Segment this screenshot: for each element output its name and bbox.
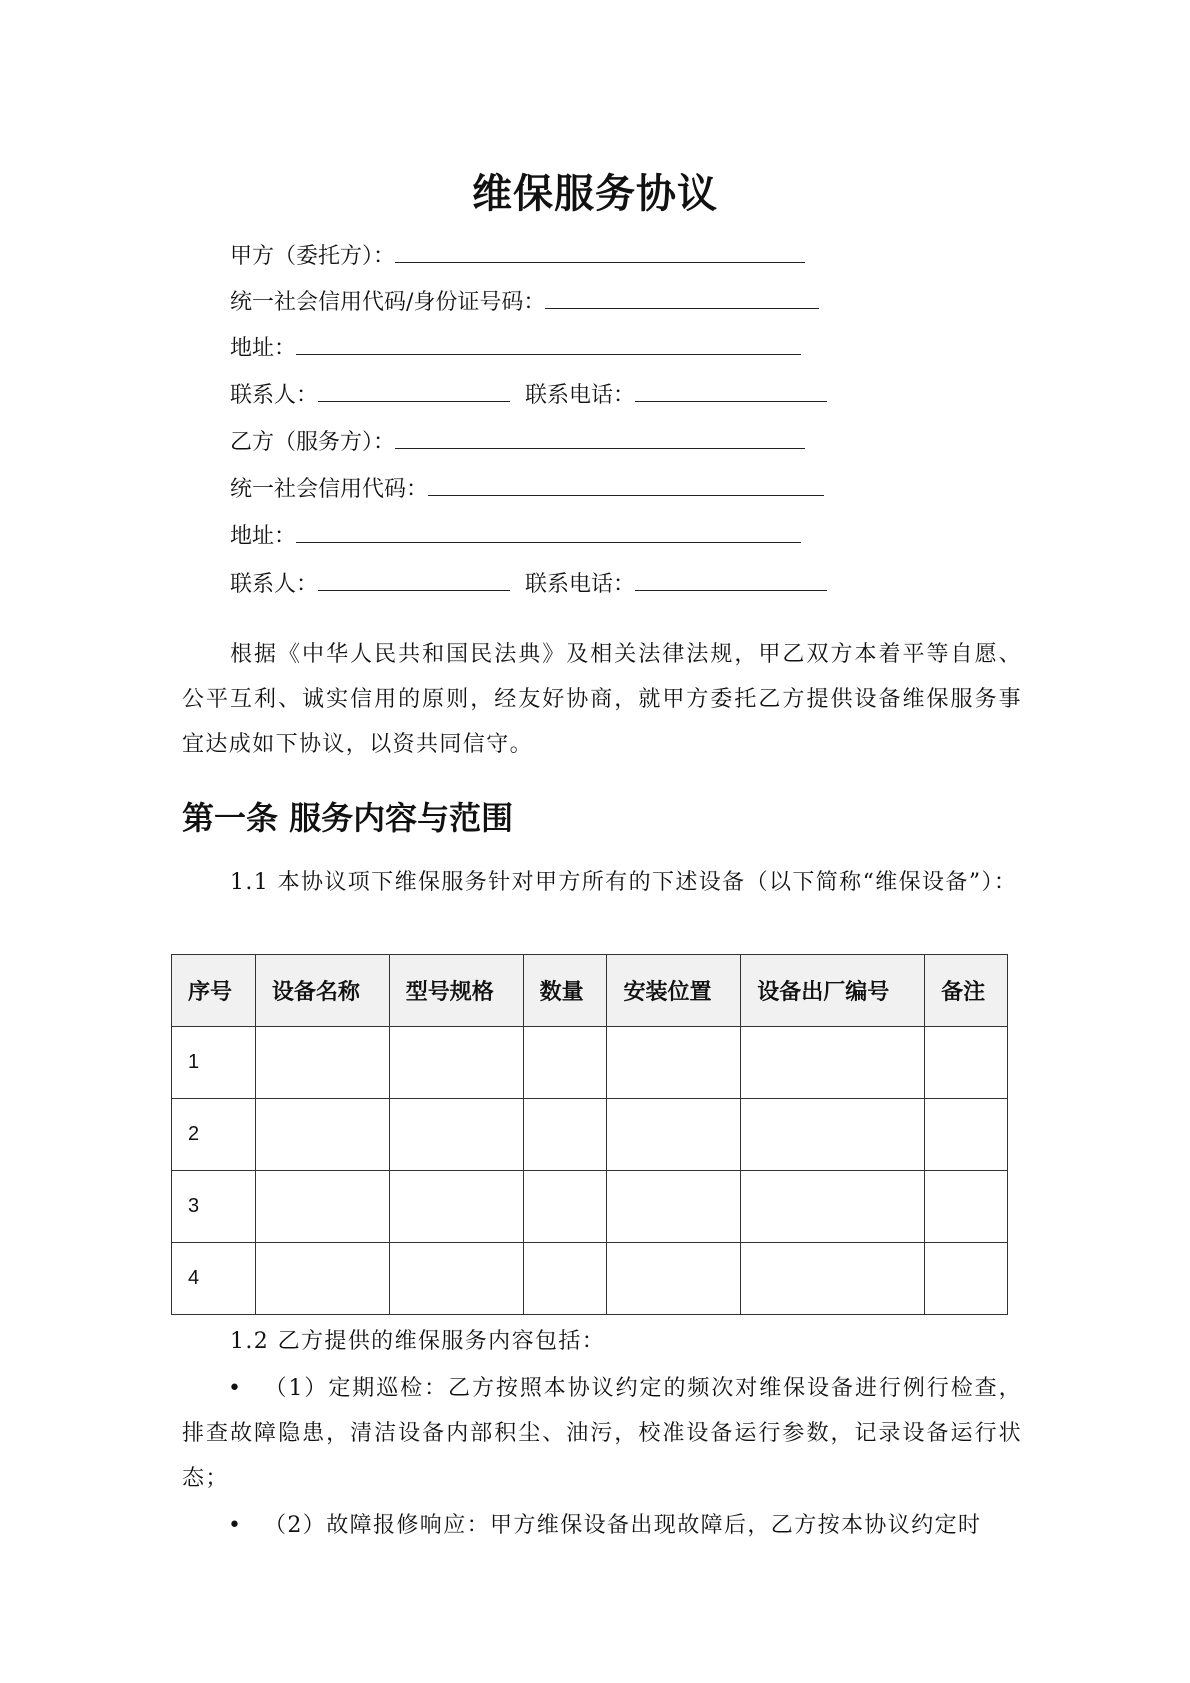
- table-cell: 3: [172, 1171, 256, 1243]
- table-cell[interactable]: [523, 1243, 607, 1315]
- party-a-code-label: 统一社会信用代码/身份证号码：: [230, 290, 546, 315]
- party-a-contact-blank[interactable]: [318, 377, 510, 402]
- party-a-phone-label: 联系电话：: [525, 383, 636, 408]
- table-cell[interactable]: [389, 1171, 523, 1243]
- table-cell[interactable]: [741, 1171, 925, 1243]
- party-a-contact-field: [230, 377, 827, 411]
- party-b-name-label: 乙方（服务方）：: [230, 430, 396, 455]
- table-cell: 2: [172, 1099, 256, 1171]
- table-cell[interactable]: [389, 1027, 523, 1099]
- table-cell[interactable]: [925, 1171, 1008, 1243]
- header-quantity: 数量: [523, 955, 607, 1027]
- section-1-heading: 第一条 服务内容与范围: [182, 799, 514, 837]
- header-device-name: 设备名称: [255, 955, 389, 1027]
- header-remarks: 备注: [925, 955, 1008, 1027]
- party-b-name-field: [230, 424, 805, 458]
- table-row: [172, 1027, 1008, 1099]
- table-row: [172, 1243, 1008, 1315]
- table-cell[interactable]: [523, 1027, 607, 1099]
- party-b-code-field: [230, 471, 824, 505]
- party-b-phone-label: 联系电话：: [525, 572, 636, 597]
- party-b-phone-blank[interactable]: [635, 566, 827, 591]
- party-b-contact-field: [230, 566, 827, 600]
- bullet-icon: •: [228, 1513, 243, 1538]
- party-a-phone-blank[interactable]: [635, 377, 827, 402]
- party-b-code-blank[interactable]: [428, 471, 824, 496]
- table-cell[interactable]: [389, 1243, 523, 1315]
- header-factory-number: 设备出厂编号: [741, 955, 925, 1027]
- table-cell[interactable]: [607, 1027, 741, 1099]
- table-cell[interactable]: [741, 1027, 925, 1099]
- party-b-contact-label: 联系人：: [230, 572, 319, 597]
- party-a-address-label: 地址：: [230, 336, 297, 361]
- table-cell[interactable]: [255, 1243, 389, 1315]
- bullet-icon: •: [228, 1376, 243, 1401]
- table-cell[interactable]: [607, 1099, 741, 1171]
- list-item: [182, 1366, 1022, 1501]
- party-b-address-field: [230, 518, 801, 552]
- table-cell: 4: [172, 1243, 256, 1315]
- table-cell[interactable]: [925, 1243, 1008, 1315]
- table-cell[interactable]: [255, 1027, 389, 1099]
- party-b-code-label: 统一社会信用代码：: [230, 477, 429, 502]
- party-b-name-blank[interactable]: [395, 424, 805, 449]
- table-cell[interactable]: [523, 1171, 607, 1243]
- header-serial: 序号: [172, 955, 256, 1027]
- table-cell[interactable]: [389, 1099, 523, 1171]
- document-title: 维保服务协议: [472, 171, 718, 217]
- intro-paragraph: 根据《中华人民共和国民法典》及相关法律法规，甲乙双方本着平等自愿、公平互利、诚实信用的原则，经友好协商，就甲方委托乙方提供设备维保服务事宜达成如下协议，以资共同信守。: [182, 642, 1022, 757]
- party-b-address-label: 地址：: [230, 524, 297, 549]
- table-cell: 1: [172, 1027, 256, 1099]
- clause-1-1: 1.1 本协议项下维保服务针对甲方所有的下述设备（以下简称“维保设备”）：: [230, 870, 1018, 895]
- table-cell[interactable]: [925, 1027, 1008, 1099]
- party-a-name-blank[interactable]: [395, 238, 805, 263]
- party-a-contact-label: 联系人：: [230, 383, 319, 408]
- table-cell[interactable]: [523, 1099, 607, 1171]
- party-a-code-field: [230, 284, 819, 318]
- table-cell[interactable]: [925, 1099, 1008, 1171]
- table-cell[interactable]: [255, 1099, 389, 1171]
- party-b-contact-blank[interactable]: [318, 566, 510, 591]
- table-row: [172, 1171, 1008, 1243]
- party-a-name-label: 甲方（委托方）：: [230, 244, 396, 269]
- table-cell[interactable]: [741, 1099, 925, 1171]
- party-a-name-field: [230, 238, 805, 272]
- table-cell[interactable]: [607, 1243, 741, 1315]
- equipment-table: [171, 954, 1008, 1315]
- list-item-text: （1）定期巡检：乙方按照本协议约定的频次对维保设备进行例行检查，排查故障隐患，清洁设备内部积尘、油污，校准设备运行参数，记录设备运行状态；: [182, 1376, 1022, 1491]
- header-location: 安装位置: [607, 955, 741, 1027]
- party-a-address-field: [230, 330, 801, 364]
- party-a-code-blank[interactable]: [545, 284, 819, 309]
- table-cell[interactable]: [741, 1243, 925, 1315]
- table-header-row: [172, 955, 1008, 1027]
- clause-1-2: 1.2 乙方提供的维保服务内容包括：: [230, 1329, 606, 1354]
- party-b-address-blank[interactable]: [296, 518, 801, 543]
- header-model: 型号规格: [389, 955, 523, 1027]
- party-a-address-blank[interactable]: [296, 330, 801, 355]
- list-item: [182, 1503, 1022, 1548]
- list-item-text: （2）故障报修响应：甲方维保设备出现故障后，乙方按本协议约定时: [264, 1513, 982, 1538]
- table-row: [172, 1099, 1008, 1171]
- table-cell[interactable]: [255, 1171, 389, 1243]
- table-cell[interactable]: [607, 1171, 741, 1243]
